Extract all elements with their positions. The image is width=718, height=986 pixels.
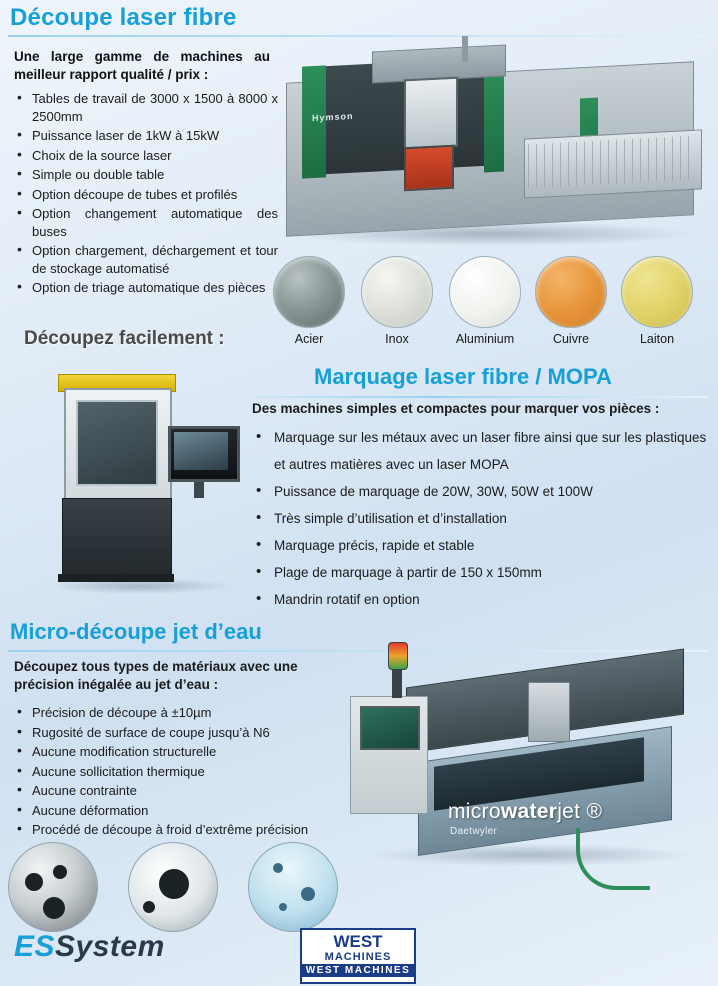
waterjet-title: Micro-découpe jet d’eau	[10, 619, 262, 644]
list-item: • Option découpe de tubes et profilés	[14, 186, 278, 204]
sample-detail	[25, 873, 43, 891]
company-logo-rest: System	[55, 930, 165, 963]
machine-table-slats	[528, 136, 696, 189]
material-inox	[360, 256, 434, 346]
material-swatch-icon	[361, 256, 433, 328]
sample-detail	[143, 901, 155, 913]
material-label: Acier	[294, 332, 324, 346]
list-item: • Très simple d’utilisation et d’installation	[252, 505, 710, 532]
company-logo-accent: ES	[14, 930, 56, 963]
list-item: • Aucune contrainte	[14, 781, 362, 801]
sample-detail	[301, 887, 315, 901]
machine-viewing-window	[404, 77, 458, 150]
brand-part-2: water	[500, 800, 558, 823]
sample-photo-1	[8, 842, 98, 932]
machine-exhaust	[462, 36, 468, 62]
sample-detail	[43, 897, 65, 919]
waterjet-brand-name	[448, 800, 602, 824]
material-swatch-row	[272, 256, 708, 356]
list-item: • Choix de la source laser	[14, 147, 278, 165]
laser-cutting-title: Découpe laser fibre	[10, 4, 237, 31]
laser-cutting-subtitle: Découpez facilement :	[24, 328, 225, 349]
list-item: • Marquage sur les métaux avec un laser fibre ainsi que sur les plastiques et autres matières avec un laser MOPA	[252, 424, 710, 478]
laser-marking-machine-image	[40, 366, 250, 598]
list-item: • Puissance laser de 1kW à 15kW	[14, 127, 278, 145]
machine-hmi-screen	[360, 706, 420, 750]
laser-marking-title: Marquage laser fibre / MOPA	[314, 364, 612, 389]
sample-parts-photos	[8, 842, 368, 932]
signal-tower-icon	[388, 642, 408, 670]
list-item: • Procédé de découpe à froid d’extrême précision	[14, 820, 362, 840]
section-divider	[252, 396, 708, 398]
brand-part-1: micro	[448, 800, 501, 823]
waterjet-brand-sub: Daetwyler	[450, 826, 498, 837]
machine-hose	[576, 828, 650, 890]
laser-cutting-bullet-list	[14, 90, 278, 299]
west-logo-line-2: MACHINES	[324, 951, 392, 963]
list-item: • Plage de marquage à partir de 150 x 150mm	[252, 559, 710, 586]
list-item: • Option chargement, déchargement et tour de stockage automatisé	[14, 242, 278, 277]
sample-detail	[273, 863, 283, 873]
cutting-head	[528, 682, 570, 742]
machine-control-panel	[404, 145, 454, 192]
list-item: • Option de triage automatique des pièces	[14, 279, 278, 297]
material-aluminium	[448, 256, 522, 346]
sample-detail	[53, 865, 67, 879]
list-item: • Option changement automatique des buses	[14, 205, 278, 240]
material-label: Cuivre	[552, 332, 590, 346]
sample-photo-2	[128, 842, 218, 932]
sample-detail	[279, 903, 287, 911]
material-swatch-icon	[449, 256, 521, 328]
waterjet-machine-image	[340, 648, 712, 888]
list-item: • Aucune sollicitation thermique	[14, 762, 362, 782]
brand-part-3: jet	[557, 800, 581, 823]
list-item: • Simple ou double table	[14, 166, 278, 184]
machine-foot	[58, 574, 174, 582]
list-item: • Mandrin rotatif en option	[252, 586, 710, 613]
list-item: • Puissance de marquage de 20W, 30W, 50W et 100W	[252, 478, 710, 505]
west-logo-line-1: WEST	[333, 932, 383, 951]
material-laiton	[620, 256, 694, 346]
waterjet-lead: Découpez tous types de matériaux avec une précision inégalée au jet d’eau :	[14, 659, 298, 692]
list-item: • Aucune modification structurelle	[14, 742, 362, 762]
west-logo-line-3: WEST MACHINES	[302, 964, 414, 977]
west-machines-logo	[300, 928, 416, 984]
fiber-laser-cutting-machine-image	[278, 42, 710, 264]
list-item: • Rugosité de surface de coupe jusqu’à N6	[14, 723, 362, 743]
material-label: Aluminium	[455, 332, 515, 346]
material-cuivre	[534, 256, 608, 346]
list-item: • Tables de travail de 3000 x 1500 à 8000 x 2500mm	[14, 90, 278, 125]
list-item: • Aucune déformation	[14, 801, 362, 821]
list-item: • Marquage précis, rapide et stable	[252, 532, 710, 559]
material-label: Laiton	[639, 332, 675, 346]
list-item: • Précision de découpe à ±10µm	[14, 703, 362, 723]
machine-brand-label: Hymson	[312, 110, 354, 124]
brand-registered-mark: ®	[586, 800, 603, 823]
material-swatch-icon	[621, 256, 693, 328]
machine-base	[62, 498, 172, 578]
sample-detail	[159, 869, 189, 899]
material-swatch-icon	[535, 256, 607, 328]
company-logo	[14, 930, 165, 964]
material-acier	[272, 256, 346, 346]
waterjet-bullet-list	[14, 703, 362, 840]
monitor-screen	[174, 432, 228, 470]
material-swatch-icon	[273, 256, 345, 328]
section-divider	[8, 35, 708, 37]
machine-green-panel-mid	[484, 67, 504, 172]
sample-photo-3	[248, 842, 338, 932]
laser-marking-bullet-list	[252, 424, 710, 613]
material-label: Inox	[385, 332, 409, 346]
laser-cutting-lead: Une large gamme de machines au meilleur rapport qualité / prix :	[14, 49, 270, 82]
machine-viewing-window	[76, 400, 158, 486]
laser-marking-lead: Des machines simples et compactes pour marquer vos pièces :	[252, 401, 660, 416]
